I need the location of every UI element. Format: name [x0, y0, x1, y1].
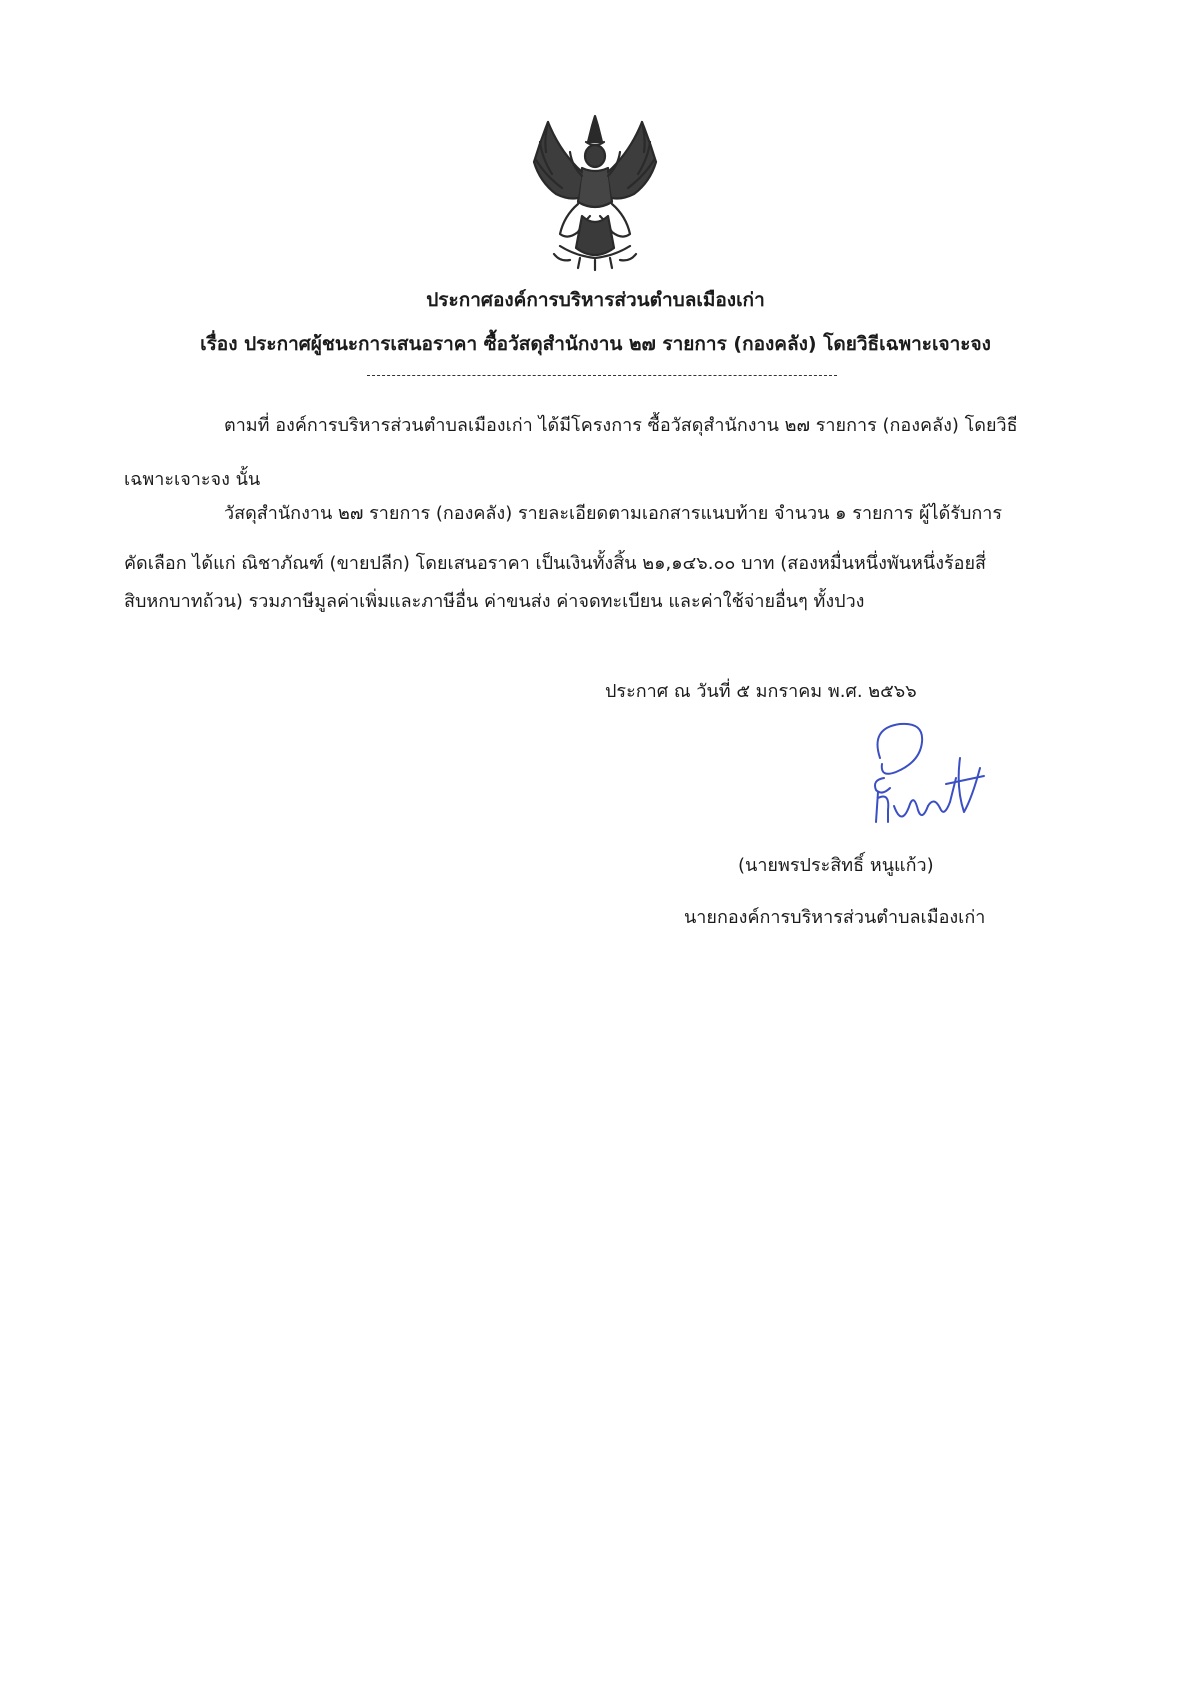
announcement-subject: เรื่อง ประกาศผู้ชนะการเสนอราคา ซื้อวัสดุสำนักงาน ๒๗ รายการ (กองคลัง) โดยวิธีเฉพาะเจาะจง: [200, 333, 991, 355]
paragraph-2-line-2: คัดเลือก ได้แก่ ณิชาภัณฑ์ (ขายปลีก) โดยเสนอราคา เป็นเงินทั้งสิ้น ๒๑,๑๔๖.๐๐ บาท (สองหมื่นหนึ่งพันหนึ่งร้อยสี่: [124, 553, 987, 574]
paragraph-1-line-2: เฉพาะเจาะจง นั้น: [124, 469, 261, 490]
announcement-heading: ประกาศองค์การบริหารส่วนตำบลเมืองเก่า: [426, 289, 765, 311]
handwritten-signature: [860, 718, 990, 828]
separator-line: [367, 375, 837, 376]
signer-title: นายกองค์การบริหารส่วนตำบลเมืองเก่า: [684, 907, 986, 928]
signer-name: (นายพรประสิทธิ์ หนูแก้ว): [738, 855, 934, 876]
garuda-emblem-icon: [520, 112, 670, 272]
paragraph-2-line-3: สิบหกบาทถ้วน) รวมภาษีมูลค่าเพิ่มและภาษีอื่น ค่าขนส่ง ค่าจดทะเบียน และค่าใช้จ่ายอื่นๆ ทั้งปวง: [124, 591, 865, 612]
paragraph-1-line-1: ตามที่ องค์การบริหารส่วนตำบลเมืองเก่า ได้มีโครงการ ซื้อวัสดุสำนักงาน ๒๗ รายการ (กองคลัง) โดยวิธี: [224, 415, 1018, 436]
announcement-date: ประกาศ ณ วันที่ ๕ มกราคม พ.ศ. ๒๕๖๖: [605, 681, 917, 702]
paragraph-2-line-1: วัสดุสำนักงาน ๒๗ รายการ (กองคลัง) รายละเอียดตามเอกสารแนบท้าย จำนวน ๑ รายการ ผู้ได้รับการ: [224, 503, 1003, 524]
